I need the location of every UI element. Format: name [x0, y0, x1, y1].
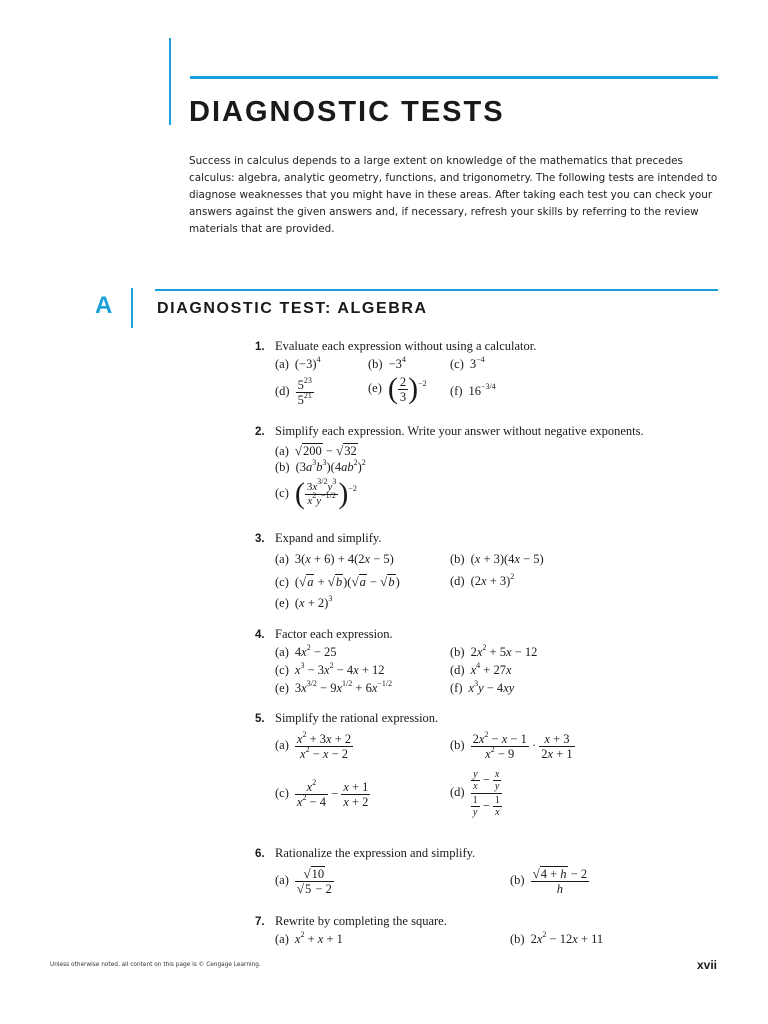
problem-4c: (c) $x^3 - 3x^2 - 4x + 12$ [275, 661, 385, 677]
problem-prompt: Simplify each expression. Write your answer without negative exponents. [275, 424, 644, 438]
problem-prompt: Rewrite by completing the square. [275, 914, 447, 928]
page-number: xvii [697, 958, 718, 972]
problem-number: 3. [255, 533, 265, 545]
problem-prompt: Rationalize the expression and simplify. [275, 846, 476, 860]
intro-paragraph: Success in calculus depends to a large extent on knowledge of the mathematics that precedes calculus: algebra, analytic geometry, functions, and trigonometry. The following tests are intended to diagnose weaknesses that you might have in these areas. After taking each test you can check your answers against the given answers and, if necessary, refresh your skills by referring to the review materials that are provided. [189, 155, 718, 235]
problem-3e: (e) $(x + 2)^3$ [275, 594, 333, 610]
problem-7b: (b) $2x^2 - 12x + 11$ [510, 930, 604, 946]
problem-prompt: Simplify the rational expression. [275, 711, 439, 725]
problem-1c: (c) $3^{-4}$ [450, 355, 485, 371]
problem-3a: (a) 3(x + 6) + 4(2x − 5) [275, 552, 394, 566]
problem-1b: $(b) -3^4$ [368, 355, 406, 371]
problem-number: 4. [255, 629, 265, 641]
problem-4d: (d) $x^4 + 27x$ [450, 661, 512, 677]
problem-1d: (d) $\frac{5^{23}}{5^{21}}$ [275, 376, 312, 407]
section-rule [155, 289, 718, 291]
problem-1e: (e) ( $\frac{2}{3}$ )$^{-2}$ [368, 372, 427, 405]
problem-number: 7. [255, 916, 265, 928]
problem-number: 2. [255, 426, 265, 438]
problem-5c: (c) $\frac{x^2}{x^2 - 4}$ − $\frac{x + 1}{x + 2}$ [275, 778, 369, 809]
problem-7a: (a) $x^2 + x + 1$ [275, 930, 343, 946]
copyright-note: Unless otherwise noted, all content on this page is © Cengage Learning. [50, 962, 261, 968]
section-letter: A [95, 292, 113, 319]
problem-number: 6. [255, 848, 265, 860]
problem-2c: (c) ( $\frac{3x^{3/2}y^3}{x^2y^{-1/2}}$ )$^{-2}$ [275, 476, 357, 510]
section-title: DIAGNOSTIC TEST: ALGEBRA [157, 300, 428, 317]
problem-3c: (c) (√a + √b)(√a − √b) [275, 574, 400, 589]
section-accent-bar [131, 288, 133, 328]
problem-4b: (b) $2x^2 + 5x - 12$ [450, 643, 538, 659]
problem-5a: (a) $\frac{x^2 + 3x + 2}{x^2 - x - 2}$ [275, 730, 352, 761]
problem-5b: (b) $\frac{2x^2 - x - 1}{x^2 - 9}$ · $\frac{x + 3}{2x + 1}$ [450, 730, 573, 761]
problem-6 [255, 845, 715, 911]
problem-2 [255, 423, 715, 521]
problem-3d: (d) $(2x + 3)^2$ [450, 572, 515, 588]
page-title: DIAGNOSTIC TESTS [189, 96, 505, 128]
problem-5 [255, 710, 715, 838]
problem-6a: (a) $\frac{√10}{√5 - 2}$ [275, 866, 332, 896]
problem-4e: (e) $3x^{3/2} - 9x^{1/2} + 6x^{-1/2}$ [275, 679, 393, 695]
problem-4f: (f) $x^3y - 4xy$ [450, 679, 515, 695]
problem-2b: (b) $(3a^3b^3)(4ab^2)^2$ [275, 458, 366, 474]
problem-3 [255, 530, 715, 612]
problem-prompt: Factor each expression. [275, 627, 393, 641]
problem-2a: (a) √200 − √32 [275, 443, 357, 458]
problem-1 [255, 338, 715, 416]
problem-3b: (b) (x + 3)(4x − 5) [450, 552, 544, 566]
problem-4a: (a) $4x^2 - 25$ [275, 643, 337, 659]
problem-prompt: Expand and simplify. [275, 531, 382, 545]
problem-1f: (f) $16^{-3/4}$ [450, 382, 496, 398]
problem-4 [255, 626, 715, 696]
header-rule [190, 76, 718, 79]
problem-7 [255, 913, 715, 947]
problem-number: 5. [255, 713, 265, 725]
problem-prompt: Evaluate each expression without using a calculator. [275, 339, 537, 353]
problem-6b: (b) $\frac{√4 + h - 2}{h}$ [510, 866, 588, 896]
problem-1a: (a) $(-3)^4$ [275, 355, 321, 371]
header-accent-bar [169, 38, 171, 125]
problem-5d: (d) $\frac{y}{x}$ − $\frac{x}{y}$ $\frac{1}{y}$ − $\frac{1}{x}$ [450, 769, 500, 818]
problem-number: 1. [255, 341, 265, 353]
